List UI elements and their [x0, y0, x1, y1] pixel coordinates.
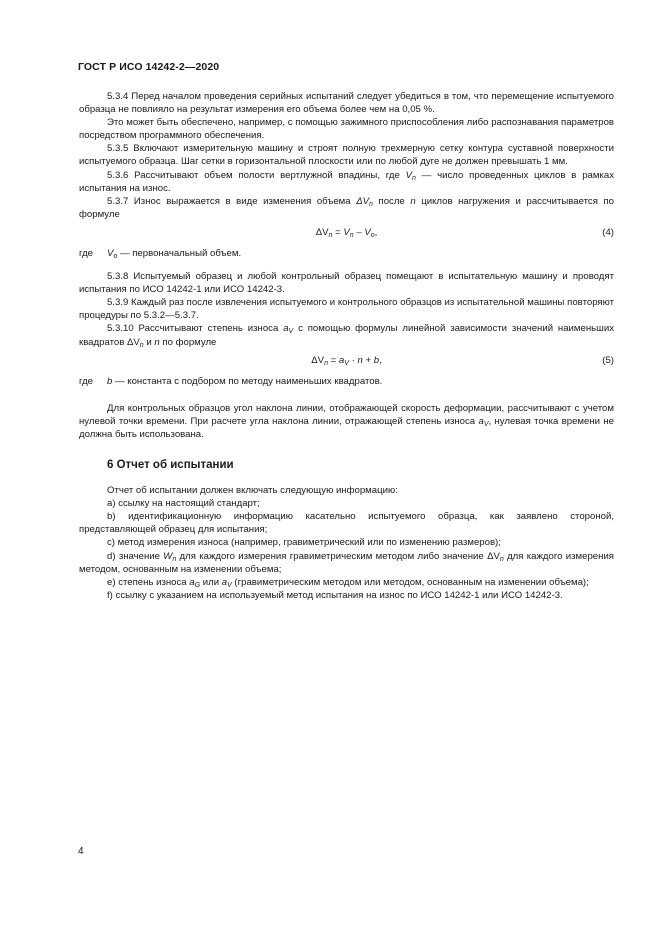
paragraph-control-samples: Для контрольных образцов угол наклона линии, отображающей скорость деформации, рассчитывают с учетом нулевой точки времени. При расчете угла наклона линии, отражающей степень износа $a_V$, нулевая точка времени не должна быть использована. — [79, 402, 614, 440]
paragraph-5-3-7: 5.3.7 Износ выражается в виде изменения объема $\Delta V_n$ после n циклов нагружения и рассчитывается по формуле — [79, 195, 615, 220]
where-4: где $V_o$ — первоначальный объем. — [79, 247, 242, 260]
report-item-f: f) ссылку с указанием на используемый метод испытания на износ по ИСО 14242-1 или ИСО 14242-3. — [107, 589, 563, 601]
standard-header: ГОСТ Р ИСО 14242-2—2020 — [78, 61, 220, 73]
paragraph-5-3-10: 5.3.10 Рассчитывают степень износа $a_V$ с помощью формулы линейной зависимости значений наименьших квадратов $\Delta V_n$ и n по формуле — [79, 323, 614, 349]
report-item-a: а) ссылку на настоящий стандарт; — [107, 498, 260, 510]
paragraph-5-3-4-note: Это может быть обеспечено, например, с помощью зажимного приспособления либо распознавания параметров посредством программного обеспечения. — [79, 117, 614, 142]
paragraph-5-3-4: 5.3.4 Перед началом проведения серийных испытаний следует убедиться в том, что перемещение испытуемого образца не повлияло на результат измерения его объема более чем на 0,05 %. — [79, 91, 614, 116]
section-6-title: 6 Отчет об испытании — [107, 458, 234, 471]
report-item-b: b) идентификационную информацию касательно испытуемого образца, как заявлено стороной, представляющей образец для испытания; — [79, 511, 614, 536]
report-item-c: с) метод измерения износа (например, гравиметрический или по изменению размеров); — [107, 537, 501, 549]
paragraph-5-3-6: 5.3.6 Рассчитывают объем полости вертлужной впадины, где $V_n$ — число проведенных циклов в рамках испытания на износ. — [79, 169, 615, 194]
report-item-d: d) значение $W_n$ для каждого измерения гравиметрическим методом либо значение $\Delta V_n$ для каждого измерения методом, основанным на изменении объема; — [79, 550, 614, 575]
document-body — [79, 90, 614, 602]
report-intro: Отчет об испытании должен включать следующую информацию: — [107, 485, 398, 497]
paragraph-5-3-5: 5.3.5 Включают измерительную машину и строят полную трехмерную сетку контура суставной поверхности испытуемого образца. Шаг сетки в горизонтальной плоскости или по любой дуге не должен превышать 1 мм. — [79, 143, 614, 168]
formula-4: $\Delta V_n = V_n - V_o$, (4) — [315, 226, 614, 239]
paragraph-5-3-8: 5.3.8 Испытуемый образец и любой контрольный образец помещают в испытательную машину и проводят испытания по ИСО 14242-1 или ИСО 14242-3. — [79, 271, 614, 296]
formula-5-number: (5) — [602, 354, 614, 366]
report-item-e: е) степень износа $a_G$ или $a_V$ (гравиметрическим методом или методом, основанным на изменении объема); — [107, 576, 589, 589]
formula-4-number: (4) — [602, 226, 614, 238]
where-5: где b — константа с подбором по методу наименьших квадратов. — [79, 375, 383, 387]
paragraph-5-3-9: 5.3.9 Каждый раз после извлечения испытуемого и контрольного образцов из испытательной машины повторяют процедуры по 5.3.2—5.3.7. — [79, 297, 614, 322]
formula-5: $\Delta V_n = a_V \cdot n + b$, (5) — [311, 354, 614, 367]
page-number: 4 — [78, 846, 84, 857]
